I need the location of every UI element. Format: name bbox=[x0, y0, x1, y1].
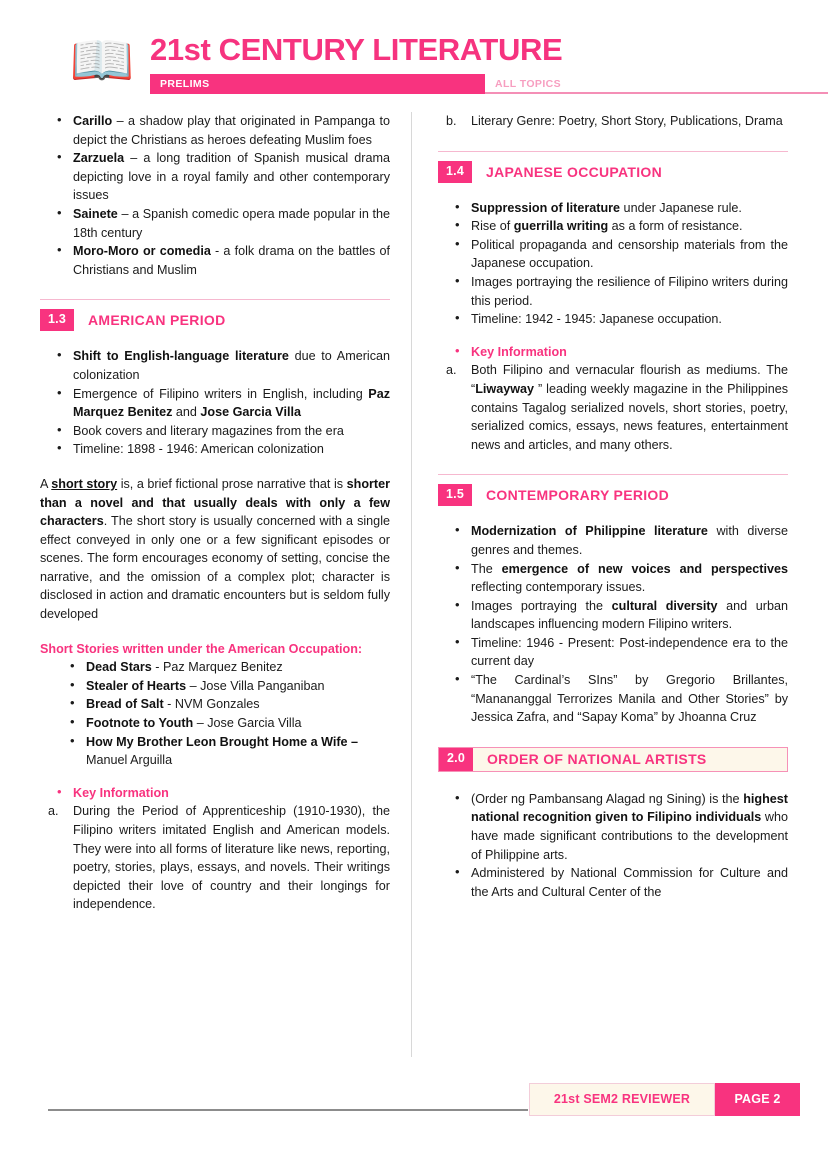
story-footnote-to-youth: Footnote to Youth bbox=[86, 716, 194, 731]
contemporary-period-list bbox=[438, 522, 788, 727]
two-column-body bbox=[40, 112, 788, 1067]
contemporary-works-text: “The Cardinal’s SIns” by Gregorio Brillantes, “Manananggal Terrorizes Manila and Other Stories” by Jessica Zafra, and “Sapay Koma” by Jhoanna Cruz bbox=[471, 673, 788, 725]
key-information-text: During the Period of Apprenticeship (1910-1930), the Filipino writers imitated English and American models. They were into all forms of literature like news, reporting, poetry, stories, plays, essays, and novels. Their writings depicted their love of country and their longings for independence. bbox=[73, 804, 390, 912]
guerrilla-bold: guerrilla writing bbox=[513, 219, 609, 234]
term-carillo: Carillo bbox=[73, 114, 113, 128]
american-period-list bbox=[40, 347, 390, 459]
section-number: 1.3 bbox=[40, 309, 74, 331]
spanish-period-list bbox=[40, 112, 390, 279]
left-column bbox=[40, 112, 390, 1067]
cultural-diversity-bold: cultural diversity bbox=[611, 598, 718, 613]
ss-p3: . The short story is usually concerned with a single effect conveyed in only one or a few significant episodes or scenes. The form encourages economy of setting, concise the narrative, and the omission of a complex plot; character is disclosed in action and dramatic encounters but is seldom fully developed bbox=[40, 514, 390, 622]
administered-text: Administered by National Commission for Culture and the Arts and Cultural Center of the bbox=[471, 866, 788, 899]
list-item bbox=[40, 784, 390, 803]
list-item bbox=[438, 273, 788, 310]
page-title: 21st CENTURY LITERATURE bbox=[150, 32, 563, 67]
ss-bold: shorter than a novel and that usually deals with only a few characters bbox=[40, 476, 390, 529]
list-item bbox=[40, 112, 390, 149]
section-divider bbox=[438, 151, 788, 152]
liwayway-bold: Liwayway bbox=[475, 381, 535, 396]
list-marker: a. bbox=[446, 363, 457, 378]
guerrilla-rest: as a form of resistance. bbox=[608, 219, 743, 234]
list-item bbox=[438, 199, 788, 218]
section-heading-1-5 bbox=[438, 484, 788, 506]
term-zarzuela-desc: – a long tradition of Spanish musical drama depicting love in a royal family and other contemporary issues bbox=[73, 151, 390, 203]
tab-all-topics[interactable]: ALL TOPICS bbox=[485, 74, 828, 94]
list-item bbox=[40, 440, 390, 459]
key-information-item-a bbox=[438, 361, 788, 454]
section-number: 1.4 bbox=[438, 161, 472, 183]
suppression-rest: under Japanese rule. bbox=[620, 200, 742, 215]
story-bread-author: - NVM Gonzales bbox=[163, 697, 260, 712]
emergence-voices-pre: The bbox=[471, 561, 502, 576]
footer-page-number: PAGE 2 bbox=[715, 1083, 800, 1116]
list-item bbox=[438, 236, 788, 273]
tab-prelims[interactable]: PRELIMS bbox=[150, 74, 485, 94]
page-header bbox=[40, 0, 788, 102]
shift-english-bold: Shift to English-language literature bbox=[73, 349, 289, 364]
footer-reviewer-tag: 21st SEM2 REVIEWER bbox=[529, 1083, 715, 1116]
list-item bbox=[40, 242, 390, 279]
story-stealer-author: – Jose Villa Panganiban bbox=[186, 678, 325, 693]
tab-bar bbox=[150, 74, 828, 94]
short-stories-heading: Short Stories written under the American Occupation: bbox=[40, 641, 363, 656]
list-item bbox=[40, 695, 390, 714]
list-item bbox=[438, 790, 788, 864]
story-stealer-of-hearts: Stealer of Hearts bbox=[86, 678, 187, 693]
key-information-right bbox=[438, 343, 788, 362]
order-rest: who have made significant contributions to the development of Philippine arts. bbox=[471, 810, 788, 862]
emergence-pre: Emergence of Filipino writers in English, including bbox=[73, 386, 369, 401]
list-item bbox=[438, 597, 788, 634]
resilience-text: Images portraying the resilience of Filipino writers during this period. bbox=[471, 274, 788, 308]
list-item bbox=[40, 347, 390, 384]
order-pre: (Order ng Pambansang Alagad ng Sining) is the bbox=[471, 791, 744, 806]
list-item bbox=[40, 385, 390, 422]
footer-divider bbox=[48, 1109, 528, 1111]
japanese-timeline-text: Timeline: 1942 - 1945: Japanese occupation. bbox=[471, 312, 722, 327]
list-item bbox=[438, 310, 788, 329]
liwayway-post: ” leading weekly magazine in the Philippines contains Tagalog serialized novels, short stories, poetry, serialized comics, essays, news features, entertainment news and articles, and many others. bbox=[471, 381, 788, 452]
list-item bbox=[40, 714, 390, 733]
list-item bbox=[40, 733, 390, 770]
list-item bbox=[40, 677, 390, 696]
key-information-item-a bbox=[40, 802, 390, 914]
ss-p2: is, a brief fictional prose narrative that is bbox=[117, 476, 347, 491]
section-number: 2.0 bbox=[439, 748, 473, 771]
open-book-icon: 📖 bbox=[69, 32, 135, 90]
list-item bbox=[40, 422, 390, 441]
section-number: 1.5 bbox=[438, 484, 472, 506]
story-dead-stars: Dead Stars bbox=[86, 660, 152, 675]
propaganda-text: Political propaganda and censorship materials from the Japanese occupation. bbox=[471, 237, 788, 271]
term-zarzuela: Zarzuela bbox=[73, 151, 125, 166]
term-carillo-desc: – a shadow play that originated in Pampanga to depict the Christians as heroes defeating Muslim foes bbox=[73, 114, 390, 147]
suppression-bold: Suppression of literature bbox=[471, 200, 621, 215]
term-moromoro: Moro-Moro or comedia bbox=[73, 244, 211, 259]
story-bread-of-salt: Bread of Salt bbox=[86, 697, 164, 712]
author-paz-benitez: Paz Marquez Benitez bbox=[73, 386, 390, 420]
section-title: JAPANESE OCCUPATION bbox=[485, 163, 663, 180]
section-title: ORDER OF NATIONAL ARTISTS bbox=[486, 750, 707, 767]
list-marker: a. bbox=[48, 804, 59, 819]
section-title: AMERICAN PERIOD bbox=[87, 312, 226, 329]
modernization-rest: with diverse genres and themes. bbox=[471, 524, 788, 557]
guerrilla-pre: Rise of bbox=[471, 219, 514, 234]
author-jose-garcia-villa: Jose Garcia Villa bbox=[200, 405, 301, 420]
shift-english-rest: due to American colonization bbox=[73, 349, 390, 382]
term-sainete-desc: – a Spanish comedic opera made popular in the 18th century bbox=[73, 206, 390, 240]
story-leon-author: Manuel Arguilla bbox=[86, 753, 173, 768]
contemporary-timeline-text: Timeline: 1946 - Present: Post-independence era to the current day bbox=[471, 635, 788, 669]
literary-genre-text: Literary Genre: Poetry, Short Story, Publications, Drama bbox=[471, 114, 783, 128]
modernization-bold: Modernization of Philippine literature bbox=[471, 524, 708, 539]
section-divider bbox=[40, 299, 390, 300]
list-marker: b. bbox=[446, 114, 457, 128]
term-moromoro-desc: - a folk drama on the battles of Christians and Muslim bbox=[73, 244, 390, 277]
emergence-mid: and bbox=[172, 405, 201, 420]
story-footnote-author: – Jose Garcia Villa bbox=[193, 716, 302, 731]
list-item bbox=[438, 522, 788, 559]
list-item bbox=[438, 634, 788, 671]
literary-genre-item-b bbox=[438, 112, 788, 131]
story-dead-stars-author: - Paz Marquez Benitez bbox=[151, 660, 283, 675]
term-sainete: Sainete bbox=[73, 206, 118, 221]
right-column bbox=[438, 112, 788, 1067]
list-item bbox=[438, 671, 788, 727]
list-item bbox=[40, 205, 390, 242]
book-covers-text: Book covers and literary magazines from the era bbox=[73, 423, 344, 438]
section-divider bbox=[438, 474, 788, 475]
key-information-label: Key Information bbox=[471, 344, 567, 359]
emergence-voices-bold: emergence of new voices and perspectives bbox=[501, 561, 788, 576]
list-item bbox=[438, 343, 788, 362]
section-heading-2-0 bbox=[438, 747, 788, 772]
american-timeline-text: Timeline: 1898 - 1946: American colonization bbox=[73, 442, 324, 457]
emergence-voices-rest: reflecting contemporary issues. bbox=[471, 580, 646, 595]
key-information-left bbox=[40, 784, 390, 803]
cultural-diversity-rest: and urban landscapes influencing modern Filipino writers. bbox=[471, 598, 788, 632]
short-story-term: short story bbox=[51, 476, 118, 491]
cultural-diversity-pre: Images portraying the bbox=[471, 598, 612, 613]
order-bold: highest national recognition given to Filipino individuals bbox=[471, 791, 788, 825]
list-item bbox=[438, 864, 788, 901]
japanese-occupation-list bbox=[438, 199, 788, 329]
column-divider bbox=[411, 112, 412, 1057]
story-how-my-brother-leon: How My Brother Leon Brought Home a Wife – bbox=[86, 734, 359, 749]
section-heading-1-3 bbox=[40, 309, 390, 331]
section-heading-1-4 bbox=[438, 161, 788, 183]
page-footer bbox=[40, 1083, 788, 1129]
list-item bbox=[40, 149, 390, 205]
key-information-label: Key Information bbox=[73, 785, 169, 800]
section-title: CONTEMPORARY PERIOD bbox=[485, 487, 670, 504]
liwayway-pre: Both Filipino and vernacular flourish as mediums. The “ bbox=[471, 363, 788, 396]
list-item bbox=[438, 217, 788, 236]
list-item bbox=[438, 560, 788, 597]
national-artists-list bbox=[438, 790, 788, 902]
ss-p1: A bbox=[40, 476, 52, 491]
list-item bbox=[40, 658, 390, 677]
short-story-definition bbox=[40, 475, 390, 624]
short-stories-list bbox=[40, 658, 390, 770]
